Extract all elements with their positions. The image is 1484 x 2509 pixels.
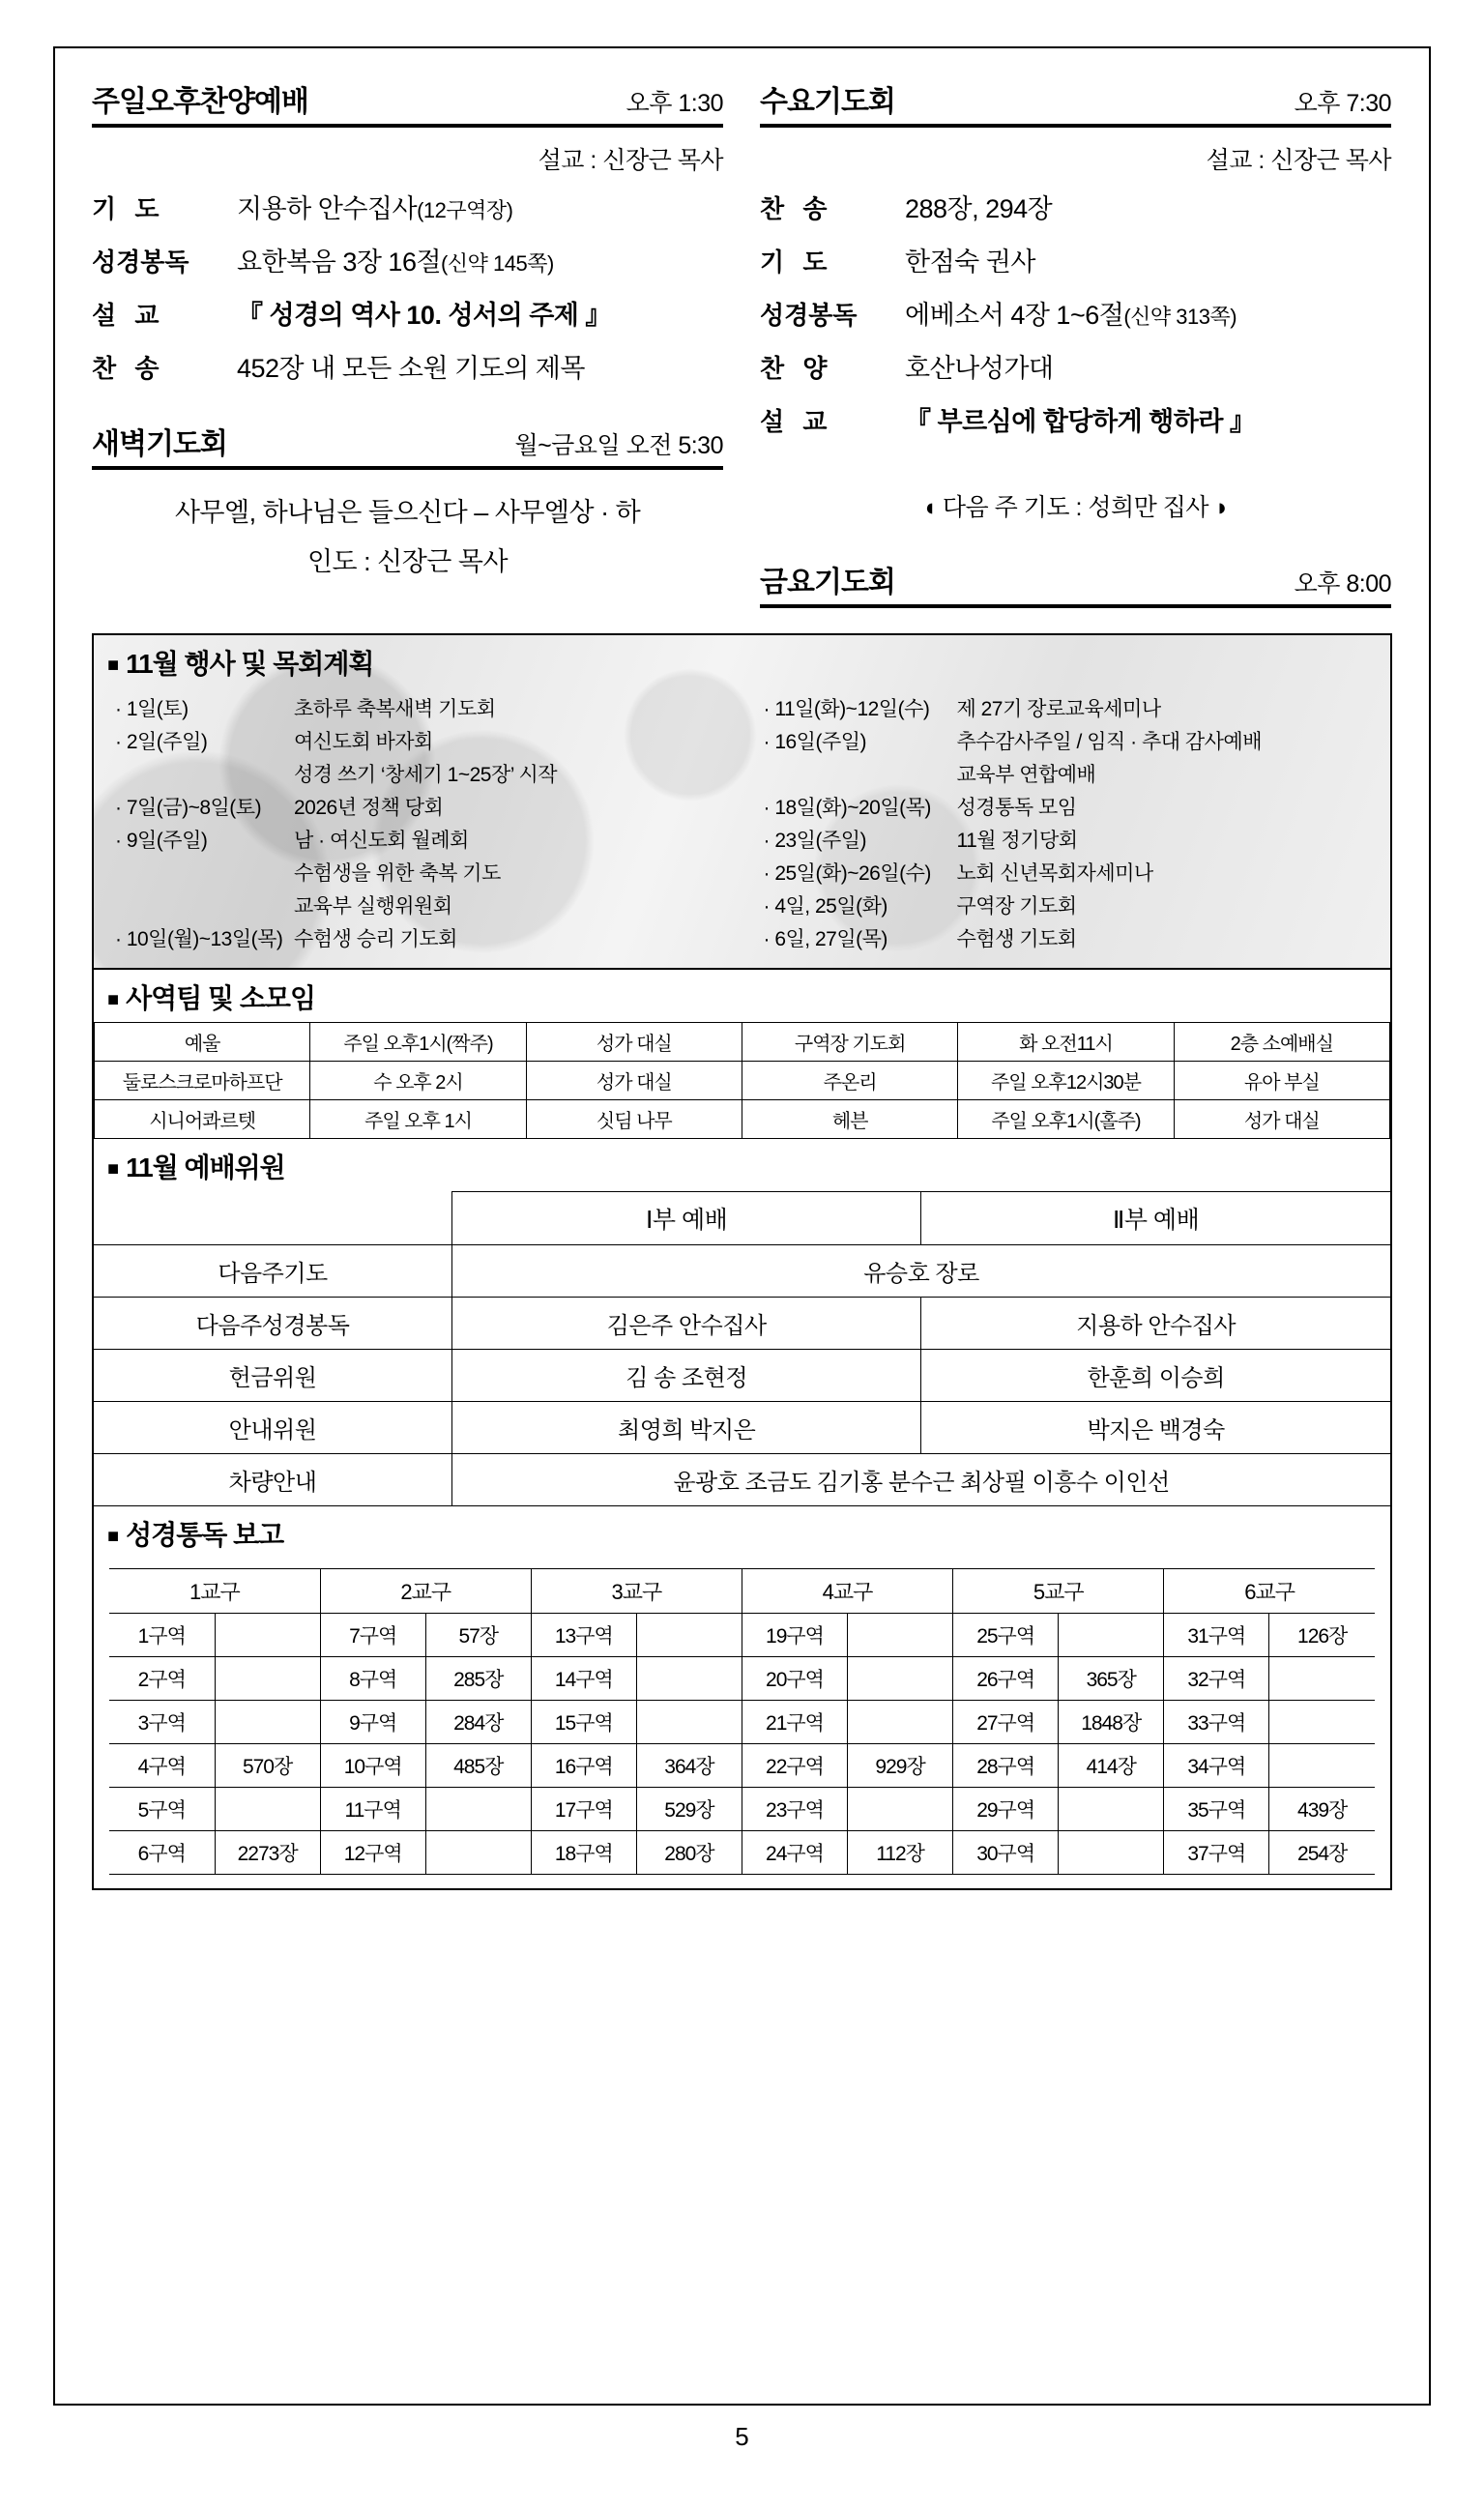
row-label: 안내위원 [94, 1402, 452, 1454]
worship-committee-table [94, 1191, 1390, 1506]
district-value [1059, 1788, 1164, 1831]
bible-report-table [109, 1568, 1375, 1875]
team-place: 성가 대실 [1174, 1100, 1389, 1139]
district-label: 30구역 [953, 1831, 1059, 1875]
wednesday-service-title: 수요기도회 [760, 86, 895, 118]
district-value: 112장 [848, 1831, 953, 1875]
service-row [760, 400, 1391, 438]
friday-service-time: 오후 8:00 [1294, 570, 1391, 598]
event-text: 교육부 실행위원회 [294, 895, 452, 919]
event-text: 교육부 연합예배 [956, 764, 1096, 787]
district-value [425, 1788, 531, 1831]
table-row [94, 1192, 1390, 1245]
event-date: · 2일(주일) [115, 731, 208, 754]
row-value-first: 김 송 조현정 [452, 1350, 921, 1402]
district-value [636, 1614, 742, 1657]
team-name: 예울 [95, 1023, 310, 1062]
event-item [764, 726, 1382, 759]
bible-report-inner [94, 1568, 1390, 1875]
service-row-value-text: 요한복음 3장 16절 [237, 248, 442, 277]
district-value: 126장 [1269, 1614, 1375, 1657]
service-row-value: 『 부르심에 합당하게 행하라 』 [905, 407, 1256, 436]
sunday-afternoon-order [92, 188, 723, 385]
district-label: 11구역 [320, 1788, 425, 1831]
events-grid [94, 687, 1390, 968]
worship-committee-heading-text: 11월 예배위원 [126, 1152, 285, 1183]
district-value [848, 1788, 953, 1831]
district-value: 254장 [1269, 1831, 1375, 1875]
service-row-value: 한점숙 권사 [905, 248, 1035, 277]
event-item [115, 858, 733, 890]
service-row [92, 294, 723, 332]
table-row [94, 1402, 1390, 1454]
team-name: 시니어콰르텟 [95, 1100, 310, 1139]
wednesday-service-header [760, 77, 1391, 128]
team-name: 구역장 기도회 [742, 1023, 957, 1062]
bible-report-wrap [94, 1559, 1390, 1888]
event-text: 수험생 승리 기도회 [294, 928, 457, 951]
event-item [115, 759, 733, 792]
district-label: 27구역 [953, 1701, 1059, 1744]
wednesday-preacher: 설교 : 신장근 목사 [1206, 147, 1391, 174]
dawn-service-header [92, 420, 723, 470]
team-time: 화 오전11시 [958, 1023, 1174, 1062]
friday-service-header [760, 558, 1391, 608]
district-value [848, 1657, 953, 1701]
service-row-note: (12구역장) [417, 198, 513, 222]
district-value: 414장 [1059, 1744, 1164, 1788]
district-label: 35구역 [1164, 1788, 1269, 1831]
district-value [425, 1831, 531, 1875]
district-value [636, 1701, 742, 1744]
event-date [115, 759, 294, 792]
event-date: · 7일(금)~8일(토) [115, 797, 262, 820]
district-value: 485장 [425, 1744, 531, 1788]
event-date: · 25일(화)~26일(수) [763, 862, 931, 886]
event-item [764, 890, 1382, 923]
service-row [760, 347, 1391, 385]
event-text: 노회 신년목회자세미나 [956, 862, 1153, 886]
service-row-label: 성경봉독 [92, 248, 189, 277]
service-row-value: 『 성경의 역사 10. 성서의 주제 』 [237, 301, 611, 330]
table-row [94, 1350, 1390, 1402]
event-date: · 4일, 25일(화) [763, 895, 887, 919]
table-row [109, 1788, 1375, 1831]
group-header: 1교구 [109, 1569, 320, 1614]
wednesday-order [760, 188, 1391, 438]
district-label: 14구역 [531, 1657, 636, 1701]
table-row-group-headers [109, 1569, 1375, 1614]
table-row [94, 1298, 1390, 1350]
events-heading-text: 11월 행사 및 목회계획 [126, 649, 374, 679]
district-value [1269, 1657, 1375, 1701]
district-value: 2273장 [215, 1831, 320, 1875]
friday-service-title: 금요기도회 [760, 567, 895, 598]
event-text: 구역장 기도회 [956, 895, 1077, 919]
row-value-second: 지용하 안수집사 [921, 1298, 1390, 1350]
team-time: 주일 오후1시(홀주) [958, 1100, 1174, 1139]
event-text: 초하루 축복새벽 기도회 [294, 698, 496, 720]
service-row-note: (신약 145쪽) [441, 251, 554, 276]
event-text: 추수감사주일 / 임직 · 추대 감사예배 [956, 731, 1263, 754]
row-value-second: 박지은 백경숙 [921, 1402, 1390, 1454]
page-number: 5 [735, 2422, 749, 2451]
district-value: 284장 [425, 1701, 531, 1744]
event-item [115, 726, 733, 759]
event-text: 수험생 기도회 [956, 928, 1077, 951]
district-label: 34구역 [1164, 1744, 1269, 1788]
event-item [764, 825, 1382, 858]
service-row-label: 기 도 [760, 248, 833, 277]
district-label: 20구역 [742, 1657, 847, 1701]
district-value: 439장 [1269, 1788, 1375, 1831]
event-item [764, 923, 1382, 956]
district-label: 12구역 [320, 1831, 425, 1875]
event-item [115, 890, 733, 923]
district-label: 26구역 [953, 1657, 1059, 1701]
teams-heading-text: 사역팀 및 소모임 [126, 983, 315, 1014]
team-name: 헤븐 [742, 1100, 957, 1139]
column-header-first-service: Ⅰ부 예배 [452, 1192, 921, 1245]
column-header-second-service: Ⅱ부 예배 [921, 1192, 1390, 1245]
district-value [1059, 1831, 1164, 1875]
team-place: 싯딤 나무 [526, 1100, 742, 1139]
district-label: 7구역 [320, 1614, 425, 1657]
district-value [636, 1657, 742, 1701]
team-time: 주일 오후1시(짝주) [310, 1023, 526, 1062]
event-item [115, 923, 733, 956]
event-text: 수험생을 위한 축복 기도 [294, 862, 501, 886]
team-place: 성가 대실 [526, 1023, 742, 1062]
service-row-value-text: 에베소서 4장 1~6절 [905, 301, 1124, 330]
sunday-afternoon-service-header [92, 77, 723, 128]
district-value [215, 1788, 320, 1831]
service-row-value: 288장, 294장 [905, 194, 1053, 223]
event-date: · 23일(주일) [763, 830, 867, 853]
event-date [115, 858, 294, 890]
events-heading [94, 635, 1390, 687]
district-value: 929장 [848, 1744, 953, 1788]
event-item [115, 693, 733, 726]
district-label: 21구역 [742, 1701, 847, 1744]
service-row-value [237, 241, 554, 278]
table-row [109, 1744, 1375, 1788]
district-label: 33구역 [1164, 1701, 1269, 1744]
district-label: 23구역 [742, 1788, 847, 1831]
service-row-label: 설 교 [760, 407, 833, 436]
service-row-label: 설 교 [92, 301, 165, 330]
district-value: 280장 [636, 1831, 742, 1875]
service-row-value: 452장 내 모든 소원 기도의 제목 [237, 354, 585, 383]
sunday-afternoon-service-time: 오후 1:30 [626, 90, 723, 117]
events-column-right [742, 693, 1391, 956]
district-value: 364장 [636, 1744, 742, 1788]
row-value-merged: 유승호 장로 [452, 1245, 1390, 1298]
district-label: 29구역 [953, 1788, 1059, 1831]
group-header: 5교구 [953, 1569, 1164, 1614]
district-label: 32구역 [1164, 1657, 1269, 1701]
district-value [215, 1614, 320, 1657]
team-name: 주온리 [742, 1062, 957, 1100]
district-label: 31구역 [1164, 1614, 1269, 1657]
row-label: 다음주성경봉독 [94, 1298, 452, 1350]
service-row [92, 188, 723, 225]
event-item [764, 693, 1382, 726]
event-item [115, 792, 733, 825]
district-label: 9구역 [320, 1701, 425, 1744]
district-value [848, 1614, 953, 1657]
teams-heading [94, 970, 1390, 1022]
table-row [94, 1245, 1390, 1298]
row-value-merged: 윤광호 조금도 김기홍 분수근 최상필 이흥수 이인선 [452, 1454, 1390, 1506]
district-label: 24구역 [742, 1831, 847, 1875]
event-text: 여신도회 바자회 [294, 731, 433, 754]
district-label: 5구역 [109, 1788, 215, 1831]
team-place: 유아 부실 [1174, 1062, 1389, 1100]
district-label: 3구역 [109, 1701, 215, 1744]
service-row-label: 찬 송 [760, 194, 833, 223]
district-label: 19구역 [742, 1614, 847, 1657]
square-bullet-icon: ■ [107, 1158, 119, 1181]
service-row [760, 188, 1391, 225]
square-bullet-icon: ■ [107, 655, 119, 677]
left-column [92, 77, 723, 608]
event-item [764, 759, 1382, 792]
district-label: 18구역 [531, 1831, 636, 1875]
empty-corner-cell [94, 1192, 452, 1245]
event-text: 남 · 여신도회 월례회 [294, 830, 469, 853]
district-label: 10구역 [320, 1744, 425, 1788]
services-section [92, 77, 1392, 608]
district-value [848, 1701, 953, 1744]
district-value: 365장 [1059, 1657, 1164, 1701]
district-value [1269, 1701, 1375, 1744]
table-row [109, 1831, 1375, 1875]
team-time: 주일 오후 1시 [310, 1100, 526, 1139]
event-date: · 18일(화)~20일(목) [763, 797, 931, 820]
table-row [94, 1454, 1390, 1506]
row-value-first: 김은주 안수집사 [452, 1298, 921, 1350]
team-place: 성가 대실 [526, 1062, 742, 1100]
district-label: 15구역 [531, 1701, 636, 1744]
square-bullet-icon: ■ [107, 989, 119, 1011]
square-bullet-icon: ■ [107, 1526, 119, 1548]
district-value: 57장 [425, 1614, 531, 1657]
team-time: 수 오후 2시 [310, 1062, 526, 1100]
event-text: 성경 쓰기 ‘창세기 1~25장’ 시작 [294, 764, 558, 787]
group-header: 6교구 [1164, 1569, 1375, 1614]
service-row [760, 241, 1391, 278]
worship-committee-heading [94, 1139, 1390, 1191]
row-value-first: 최영희 박지은 [452, 1402, 921, 1454]
service-row-label: 찬 송 [92, 354, 165, 383]
team-time: 주일 오후12시30분 [958, 1062, 1174, 1100]
service-row-value: 호산나성가대 [905, 354, 1054, 383]
service-row-value [237, 188, 512, 225]
event-date: · 1일(토) [115, 698, 189, 720]
table-row [95, 1062, 1390, 1100]
service-row [92, 347, 723, 385]
events-background [94, 635, 1390, 968]
district-label: 6구역 [109, 1831, 215, 1875]
table-row [95, 1100, 1390, 1139]
district-label: 8구역 [320, 1657, 425, 1701]
dawn-service-theme: 사무엘, 하나님은 들으신다 – 사무엘상 · 하 [174, 498, 641, 527]
district-value: 285장 [425, 1657, 531, 1701]
district-label: 22구역 [742, 1744, 847, 1788]
service-row-note: (신약 313쪽) [1123, 305, 1237, 329]
page-content [92, 77, 1392, 1890]
row-label: 다음주기도 [94, 1245, 452, 1298]
event-date: · 6일, 27일(목) [763, 928, 887, 951]
event-date: · 16일(주일) [763, 731, 867, 754]
events-column-left [94, 693, 742, 956]
district-label: 1구역 [109, 1614, 215, 1657]
table-row [109, 1701, 1375, 1744]
district-label: 37구역 [1164, 1831, 1269, 1875]
district-value [215, 1701, 320, 1744]
group-header: 4교구 [742, 1569, 952, 1614]
next-week-prayer-note: ◖ 다음 주 기도 : 성희만 집사 ◗ [921, 494, 1230, 521]
event-text: 성경통독 모임 [956, 797, 1077, 820]
event-text: 제 27기 장로교육세미나 [956, 698, 1161, 720]
district-value [215, 1657, 320, 1701]
wednesday-service-time: 오후 7:30 [1294, 90, 1391, 117]
sunday-afternoon-service-title: 주일오후찬양예배 [92, 86, 308, 118]
team-place: 2층 소예배실 [1174, 1023, 1389, 1062]
district-label: 25구역 [953, 1614, 1059, 1657]
district-label: 4구역 [109, 1744, 215, 1788]
service-row-label: 찬 양 [760, 354, 833, 383]
row-label: 헌금위원 [94, 1350, 452, 1402]
team-name: 둘로스크로마하프단 [95, 1062, 310, 1100]
right-column [760, 77, 1391, 608]
event-item [764, 792, 1382, 825]
service-row-label: 성경봉독 [760, 301, 858, 330]
district-value: 529장 [636, 1788, 742, 1831]
district-label: 16구역 [531, 1744, 636, 1788]
service-row-value [905, 294, 1237, 332]
event-date [764, 759, 957, 792]
bible-report-heading-text: 성경통독 보고 [126, 1520, 284, 1551]
dawn-service-leader: 인도 : 신장근 목사 [306, 547, 509, 576]
event-item [764, 858, 1382, 890]
event-date: · 10일(월)~13일(목) [115, 928, 283, 951]
district-label: 17구역 [531, 1788, 636, 1831]
district-value: 1848장 [1059, 1701, 1164, 1744]
events-box [92, 633, 1392, 1890]
district-label: 28구역 [953, 1744, 1059, 1788]
event-date: · 11일(화)~12일(수) [763, 698, 930, 720]
district-label: 13구역 [531, 1614, 636, 1657]
service-row-label: 기 도 [92, 194, 165, 223]
table-row [109, 1614, 1375, 1657]
event-text: 2026년 정책 당회 [294, 797, 444, 820]
district-value [1269, 1744, 1375, 1788]
table-row [95, 1023, 1390, 1062]
event-date: · 9일(주일) [115, 830, 208, 853]
event-item [115, 825, 733, 858]
teams-table [94, 1022, 1390, 1139]
group-header: 3교구 [531, 1569, 742, 1614]
district-label: 2구역 [109, 1657, 215, 1701]
group-header: 2교구 [320, 1569, 531, 1614]
service-row [760, 294, 1391, 332]
table-row [109, 1657, 1375, 1701]
district-value: 570장 [215, 1744, 320, 1788]
bible-report-heading [94, 1506, 1390, 1559]
dawn-service-time: 월~금요일 오전 5:30 [514, 432, 723, 459]
event-text: 11월 정기당회 [956, 830, 1078, 853]
dawn-service-title: 새벽기도회 [92, 428, 227, 460]
row-value-second: 한훈희 이승희 [921, 1350, 1390, 1402]
sunday-afternoon-preacher: 설교 : 신장근 목사 [538, 147, 723, 174]
district-value [1059, 1614, 1164, 1657]
service-row [92, 241, 723, 278]
event-date [115, 890, 294, 923]
row-label: 차량안내 [94, 1454, 452, 1506]
service-row-value-text: 지용하 안수집사 [237, 194, 418, 223]
